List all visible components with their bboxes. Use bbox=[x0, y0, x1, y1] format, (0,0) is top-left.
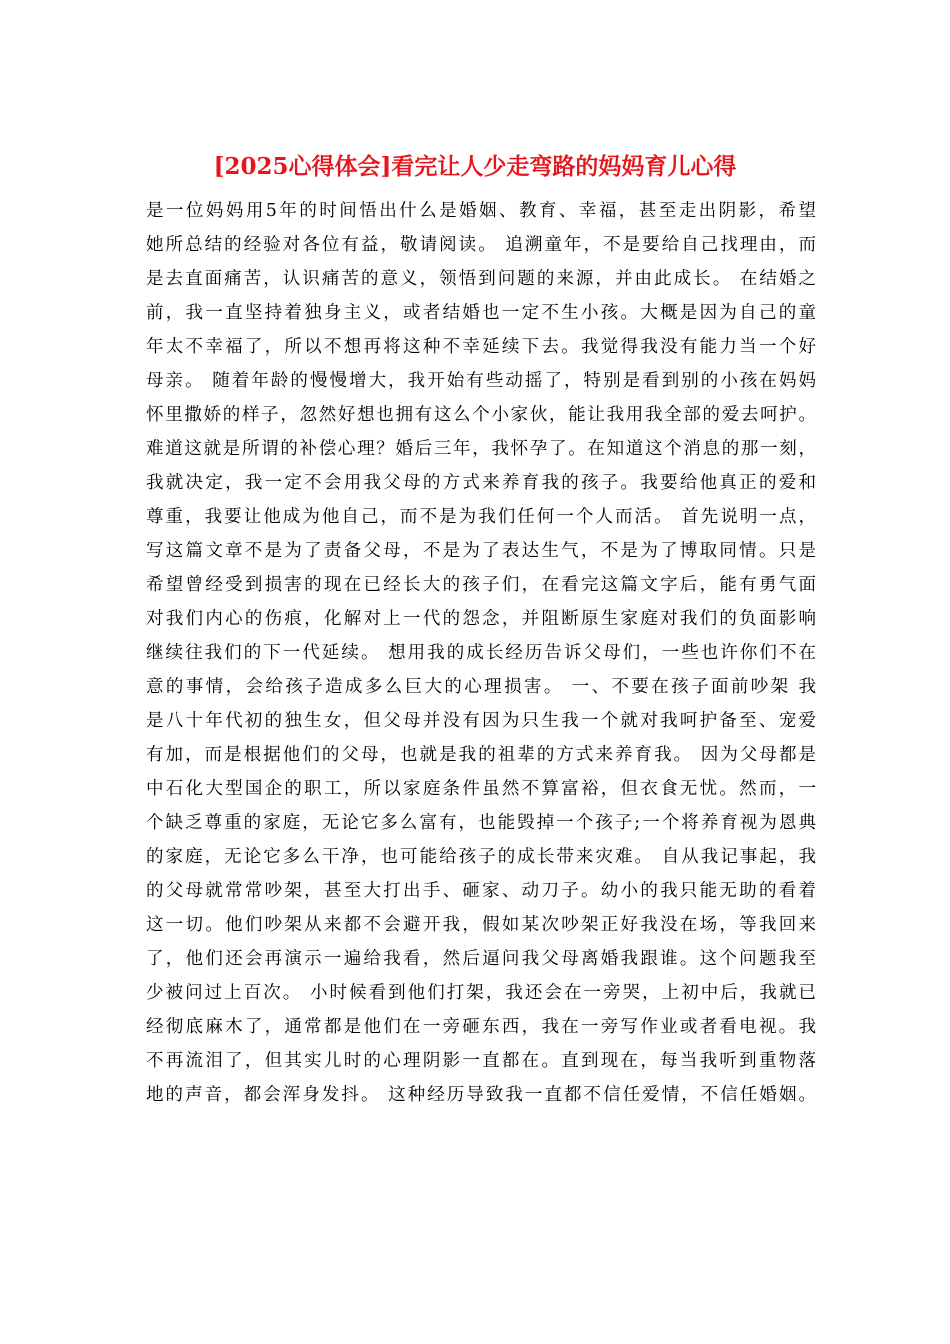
body-line: 个缺乏尊重的家庭，无论它多么富有，也能毁掉一个孩子;一个将养育视为恩典 bbox=[146, 813, 816, 833]
body-line: 我就决定，我一定不会用我父母的方式来养育我的孩子。我要给他真正的爱和 bbox=[146, 473, 816, 493]
body-line: 有加，而是根据他们的父母，也就是我的祖辈的方式来养育我。 因为父母都是 bbox=[146, 745, 816, 765]
body-line: 对我们内心的伤痕，化解对上一代的怨念，并阻断原生家庭对我们的负面影响 bbox=[146, 609, 816, 629]
body-line: 经彻底麻木了，通常都是他们在一旁砸东西，我在一旁写作业或者看电视。我 bbox=[146, 1017, 816, 1037]
body-line: 她所总结的经验对各位有益，敬请阅读。 追溯童年，不是要给自己找理由，而 bbox=[146, 235, 816, 255]
document-body bbox=[146, 194, 816, 1112]
body-line: 怀里撒娇的样子，忽然好想也拥有这么个小家伙，能让我用我全部的爱去呵护。 bbox=[146, 405, 816, 425]
body-line: 是去直面痛苦，认识痛苦的意义，领悟到问题的来源，并由此成长。 在结婚之 bbox=[146, 269, 816, 289]
body-line: 希望曾经受到损害的现在已经长大的孩子们，在看完这篇文字后，能有勇气面 bbox=[146, 575, 816, 595]
body-line: 继续往我们的下一代延续。 想用我的成长经历告诉父母们，一些也许你们不在 bbox=[146, 643, 816, 663]
body-line: 不再流泪了，但其实儿时的心理阴影一直都在。直到现在，每当我听到重物落 bbox=[146, 1051, 816, 1071]
body-line: 少被问过上百次。 小时候看到他们打架，我还会在一旁哭，上初中后，我就已 bbox=[146, 983, 816, 1003]
body-line: 尊重，我要让他成为他自己，而不是为我们任何一个人而活。 首先说明一点， bbox=[146, 507, 816, 527]
body-line: 这一切。他们吵架从来都不会避开我，假如某次吵架正好我没在场，等我回来 bbox=[146, 915, 816, 935]
body-line: 的家庭，无论它多么干净，也可能给孩子的成长带来灾难。 自从我记事起，我 bbox=[146, 847, 816, 867]
body-line: 意的事情，会给孩子造成多么巨大的心理损害。 一、不要在孩子面前吵架 我 bbox=[146, 677, 816, 697]
body-line: 地的声音，都会浑身发抖。 这种经历导致我一直都不信任爱情，不信任婚姻。 bbox=[146, 1085, 816, 1105]
body-line: 是八十年代初的独生女，但父母并没有因为只生我一个就对我呵护备至、宠爱 bbox=[146, 711, 816, 731]
body-line: 写这篇文章不是为了责备父母，不是为了表达生气，不是为了博取同情。只是 bbox=[146, 541, 816, 561]
body-line: 年太不幸福了，所以不想再将这种不幸延续下去。我觉得我没有能力当一个好 bbox=[146, 337, 816, 357]
body-line: 是一位妈妈用5年的时间悟出什么是婚姻、教育、幸福，甚至走出阴影，希望 bbox=[146, 201, 816, 221]
body-line: 母亲。 随着年龄的慢慢增大，我开始有些动摇了，特别是看到别的小孩在妈妈 bbox=[146, 371, 816, 391]
body-line: 的父母就常常吵架，甚至大打出手、砸家、动刀子。幼小的我只能无助的看着 bbox=[146, 881, 816, 901]
body-line: 前，我一直坚持着独身主义，或者结婚也一定不生小孩。大概是因为自己的童 bbox=[146, 303, 816, 323]
document-title: [2025心得体会]看完让人少走弯路的妈妈育儿心得 bbox=[213, 153, 737, 180]
body-line: 中石化大型国企的职工，所以家庭条件虽然不算富裕，但衣食无忧。然而，一 bbox=[146, 779, 816, 799]
body-line: 了，他们还会再演示一遍给我看，然后逼问我父母离婚我跟谁。这个问题我至 bbox=[146, 949, 816, 969]
body-line: 难道这就是所谓的补偿心理？婚后三年，我怀孕了。在知道这个消息的那一刻， bbox=[146, 439, 816, 459]
